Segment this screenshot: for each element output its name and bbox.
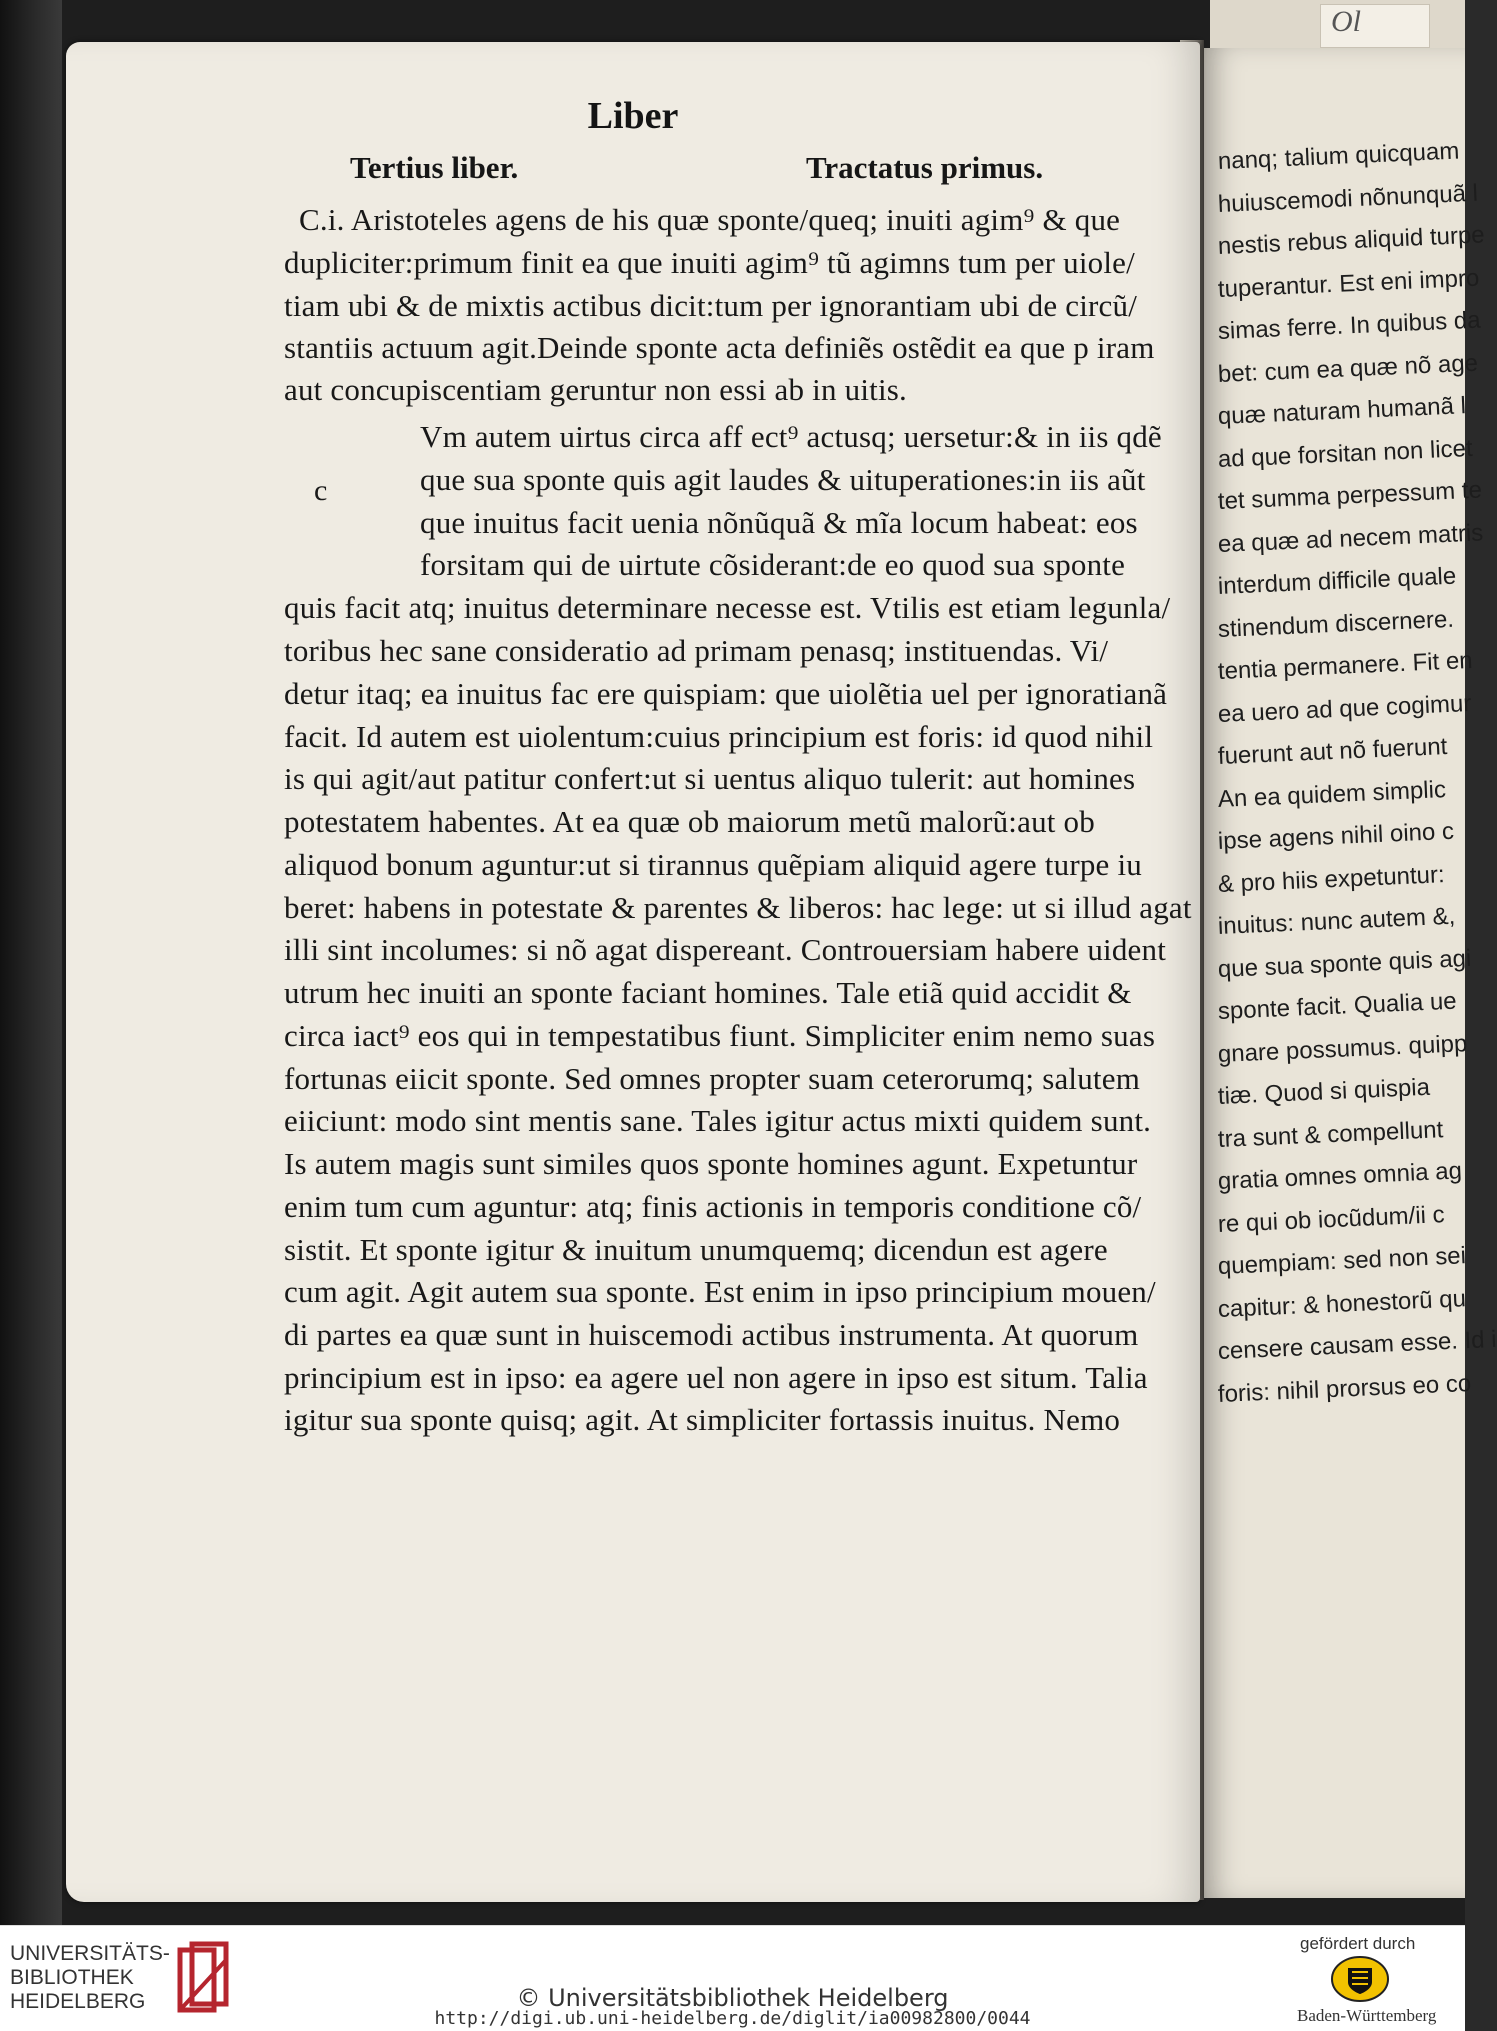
text-line: tiam ubi & de mixtis actibus dicit:tum per ignorantiam ubi de circũ/ (284, 288, 1138, 323)
subheading-right: Tractatus primus. (806, 150, 1044, 185)
facing-text-line: tuperantur. Est eni impro (1217, 264, 1480, 303)
text-line: stantiis actuum agit.Deinde sponte acta definiẽs ostẽdit ea que p iram (284, 330, 1155, 365)
text-line: dupliciter:primum finit ea que inuiti agim⁹ tũ agimns tum per uiole/ (284, 245, 1135, 280)
text-line: fortunas eiicit sponte. Sed omnes propter suam ceterorumq; salutem (284, 1061, 1141, 1096)
facing-text-line: ad que forsitan non licet (1217, 434, 1474, 473)
margin-mark: c (314, 474, 328, 507)
facing-text-line: ea quæ ad necem matris (1217, 518, 1484, 558)
text-line: circa iact⁹ eos qui in tempestatibus fiunt. Simpliciter enim nemo suas (284, 1018, 1156, 1053)
facing-text-line: simas ferre. In quibus da (1217, 306, 1482, 345)
text-line: eiiciunt: modo sint mentis sane. Tales igitur actus mixti quidem sunt. (284, 1103, 1152, 1138)
text-line: aut concupiscentiam geruntur non essi ab in uitis. (284, 372, 907, 407)
facing-text-line: tra sunt & compellunt (1217, 1115, 1444, 1153)
facing-text-line: tet summa perpessum te (1217, 476, 1483, 515)
footer-bar (0, 1925, 1465, 2031)
text-line: potestatem habentes. At ea quæ ob maiorum metũ malorũ:aut ob (284, 804, 1095, 839)
text-line: forsitam qui de uirtute cõsiderant:de eo quod sua sponte (420, 547, 1126, 582)
text-line: Is autem magis sunt similes quos sponte homines agunt. Expetuntur (284, 1146, 1138, 1181)
facing-text-line: ipse agens nihil oino c (1217, 817, 1455, 855)
page-tab-note: Ol (1320, 4, 1430, 48)
sponsor-seal-icon[interactable] (1330, 1954, 1390, 2004)
text-line: Vm autem uirtus circa aff ect⁹ actusq; uersetur:& in iis qdẽ (420, 419, 1162, 454)
facing-text-line: bet: cum ea quæ nõ age (1217, 349, 1479, 388)
text-line: que sua sponte quis agit laudes & uituperationes:in iis aũt (420, 462, 1146, 497)
facing-text-line: tentia permanere. Fit en (1217, 646, 1474, 685)
facing-text-line: stinendum discernere. (1217, 605, 1455, 643)
facing-text-line: huiuscemodi nõnunquã l (1217, 179, 1479, 218)
text-line: di partes ea quæ sunt in huiscemodi actibus instrumenta. At quorum (284, 1317, 1139, 1352)
facing-page (1204, 48, 1497, 1898)
facing-text-line: sponte facit. Qualia ue (1217, 987, 1458, 1025)
text-line: aliquod bonum aguntur:ut si tirannus quẽpiam aliquid agere turpe iu (284, 847, 1142, 882)
text-line: beret: habens in potestate & parentes & liberos: hac lege: ut si illud agat (284, 890, 1192, 925)
text-line: detur itaq; ea inuitus fac ere quispiam: que uiolẽtia uel per ignoratianã (284, 676, 1168, 711)
page-header: Liber (587, 95, 679, 137)
text-line: toribus hec sane consideratio ad primam penasq; instituendas. Vi/ (284, 633, 1109, 668)
facing-text-line: re qui ob iocũdum/ii c (1217, 1200, 1446, 1238)
facing-text-line: gnare possumus. quipp (1217, 1029, 1468, 1068)
text-line: illi sint incolumes: si nõ agat dispereant. Controuersiam habere uident (284, 932, 1167, 967)
facing-text-line: quempiam: sed non sei (1217, 1242, 1467, 1280)
library-name-line: HEIDELBERG (10, 1990, 146, 2013)
library-name-line: BIBLIOTHEK (10, 1966, 134, 1989)
page-url[interactable]: http://digi.ub.uni-heidelberg.de/diglit/ia00982800/0044 (434, 2008, 1031, 2029)
text-line: facit. Id autem est uiolentum:cuius principium est foris: id quod nihil (284, 719, 1154, 754)
facing-text-line: quæ naturam humanã l (1217, 392, 1467, 430)
facing-text-line: tiæ. Quod si quispia (1217, 1073, 1431, 1110)
facing-text-line: An ea quidem simplic (1217, 775, 1447, 813)
facing-text-line: inuitus: nunc autem &, (1217, 902, 1456, 940)
text-line: is qui agit/aut patitur confert:ut si uentus aliquo tulerit: aut homines (284, 761, 1136, 796)
facing-text-line: gratia omnes omnia ag (1217, 1157, 1463, 1195)
text-line: utrum hec inuiti an sponte faciant homines. Tale etiã quid accidit & (284, 975, 1132, 1010)
text-line: cum agit. Agit autem sua sponte. Est enim in ipso principium mouen/ (284, 1274, 1156, 1309)
facing-text-line: foris: nihil prorsus eo co (1217, 1369, 1472, 1408)
facing-text-line: capitur: & honestorũ qu (1217, 1284, 1467, 1323)
facing-text-line: interdum difficile quale (1217, 562, 1457, 600)
facing-text-line: nestis rebus aliquid turpe (1217, 221, 1486, 260)
library-name-line: UNIVERSITÄTS- (10, 1942, 170, 1965)
text-line: quis facit atq; inuitus determinare necesse est. Vtilis est etiam legunla/ (284, 590, 1171, 625)
text-line: igitur sua sponte quisq; agit. At simpliciter fortassis inuitus. Nemo (284, 1402, 1121, 1437)
facing-text-line: fuerunt aut nõ fuerunt (1217, 733, 1448, 770)
facing-text-line: censere causam esse. Id i (1217, 1325, 1497, 1365)
facing-text-line: & pro hiis expetuntur: (1217, 860, 1446, 898)
subheading-left: Tertius liber. (350, 150, 519, 185)
book-edge (0, 0, 62, 1925)
facing-text-line: ea uero ad que cogimur (1217, 689, 1472, 728)
text-line: C.i. Aristoteles agens de his quæ sponte/queq; inuiti agim⁹ & que (299, 202, 1121, 237)
facing-text-line: que sua sponte quis agi (1217, 944, 1472, 983)
text-line: enim tum cum aguntur: atq; finis actionis in temporis conditione cõ/ (284, 1189, 1142, 1224)
facing-text-line: nanq; talium quicquam (1217, 137, 1460, 175)
text-line: que inuitus facit uenia nõnũquã & mĩa locum habeat: eos (420, 505, 1138, 540)
sponsor-name: Baden-Württemberg (1297, 2006, 1437, 2025)
sponsor-label: gefördert durch (1300, 1934, 1416, 1953)
book-page (66, 42, 1200, 1902)
copyright-text: © Universitätsbibliothek Heidelberg (516, 1984, 949, 2012)
text-line: principium est in ipso: ea agere uel non agere in ipso est situm. Talia (284, 1360, 1148, 1395)
text-line: sistit. Et sponte igitur & inuitum unumquemq; dicendun est agere (284, 1232, 1108, 1267)
